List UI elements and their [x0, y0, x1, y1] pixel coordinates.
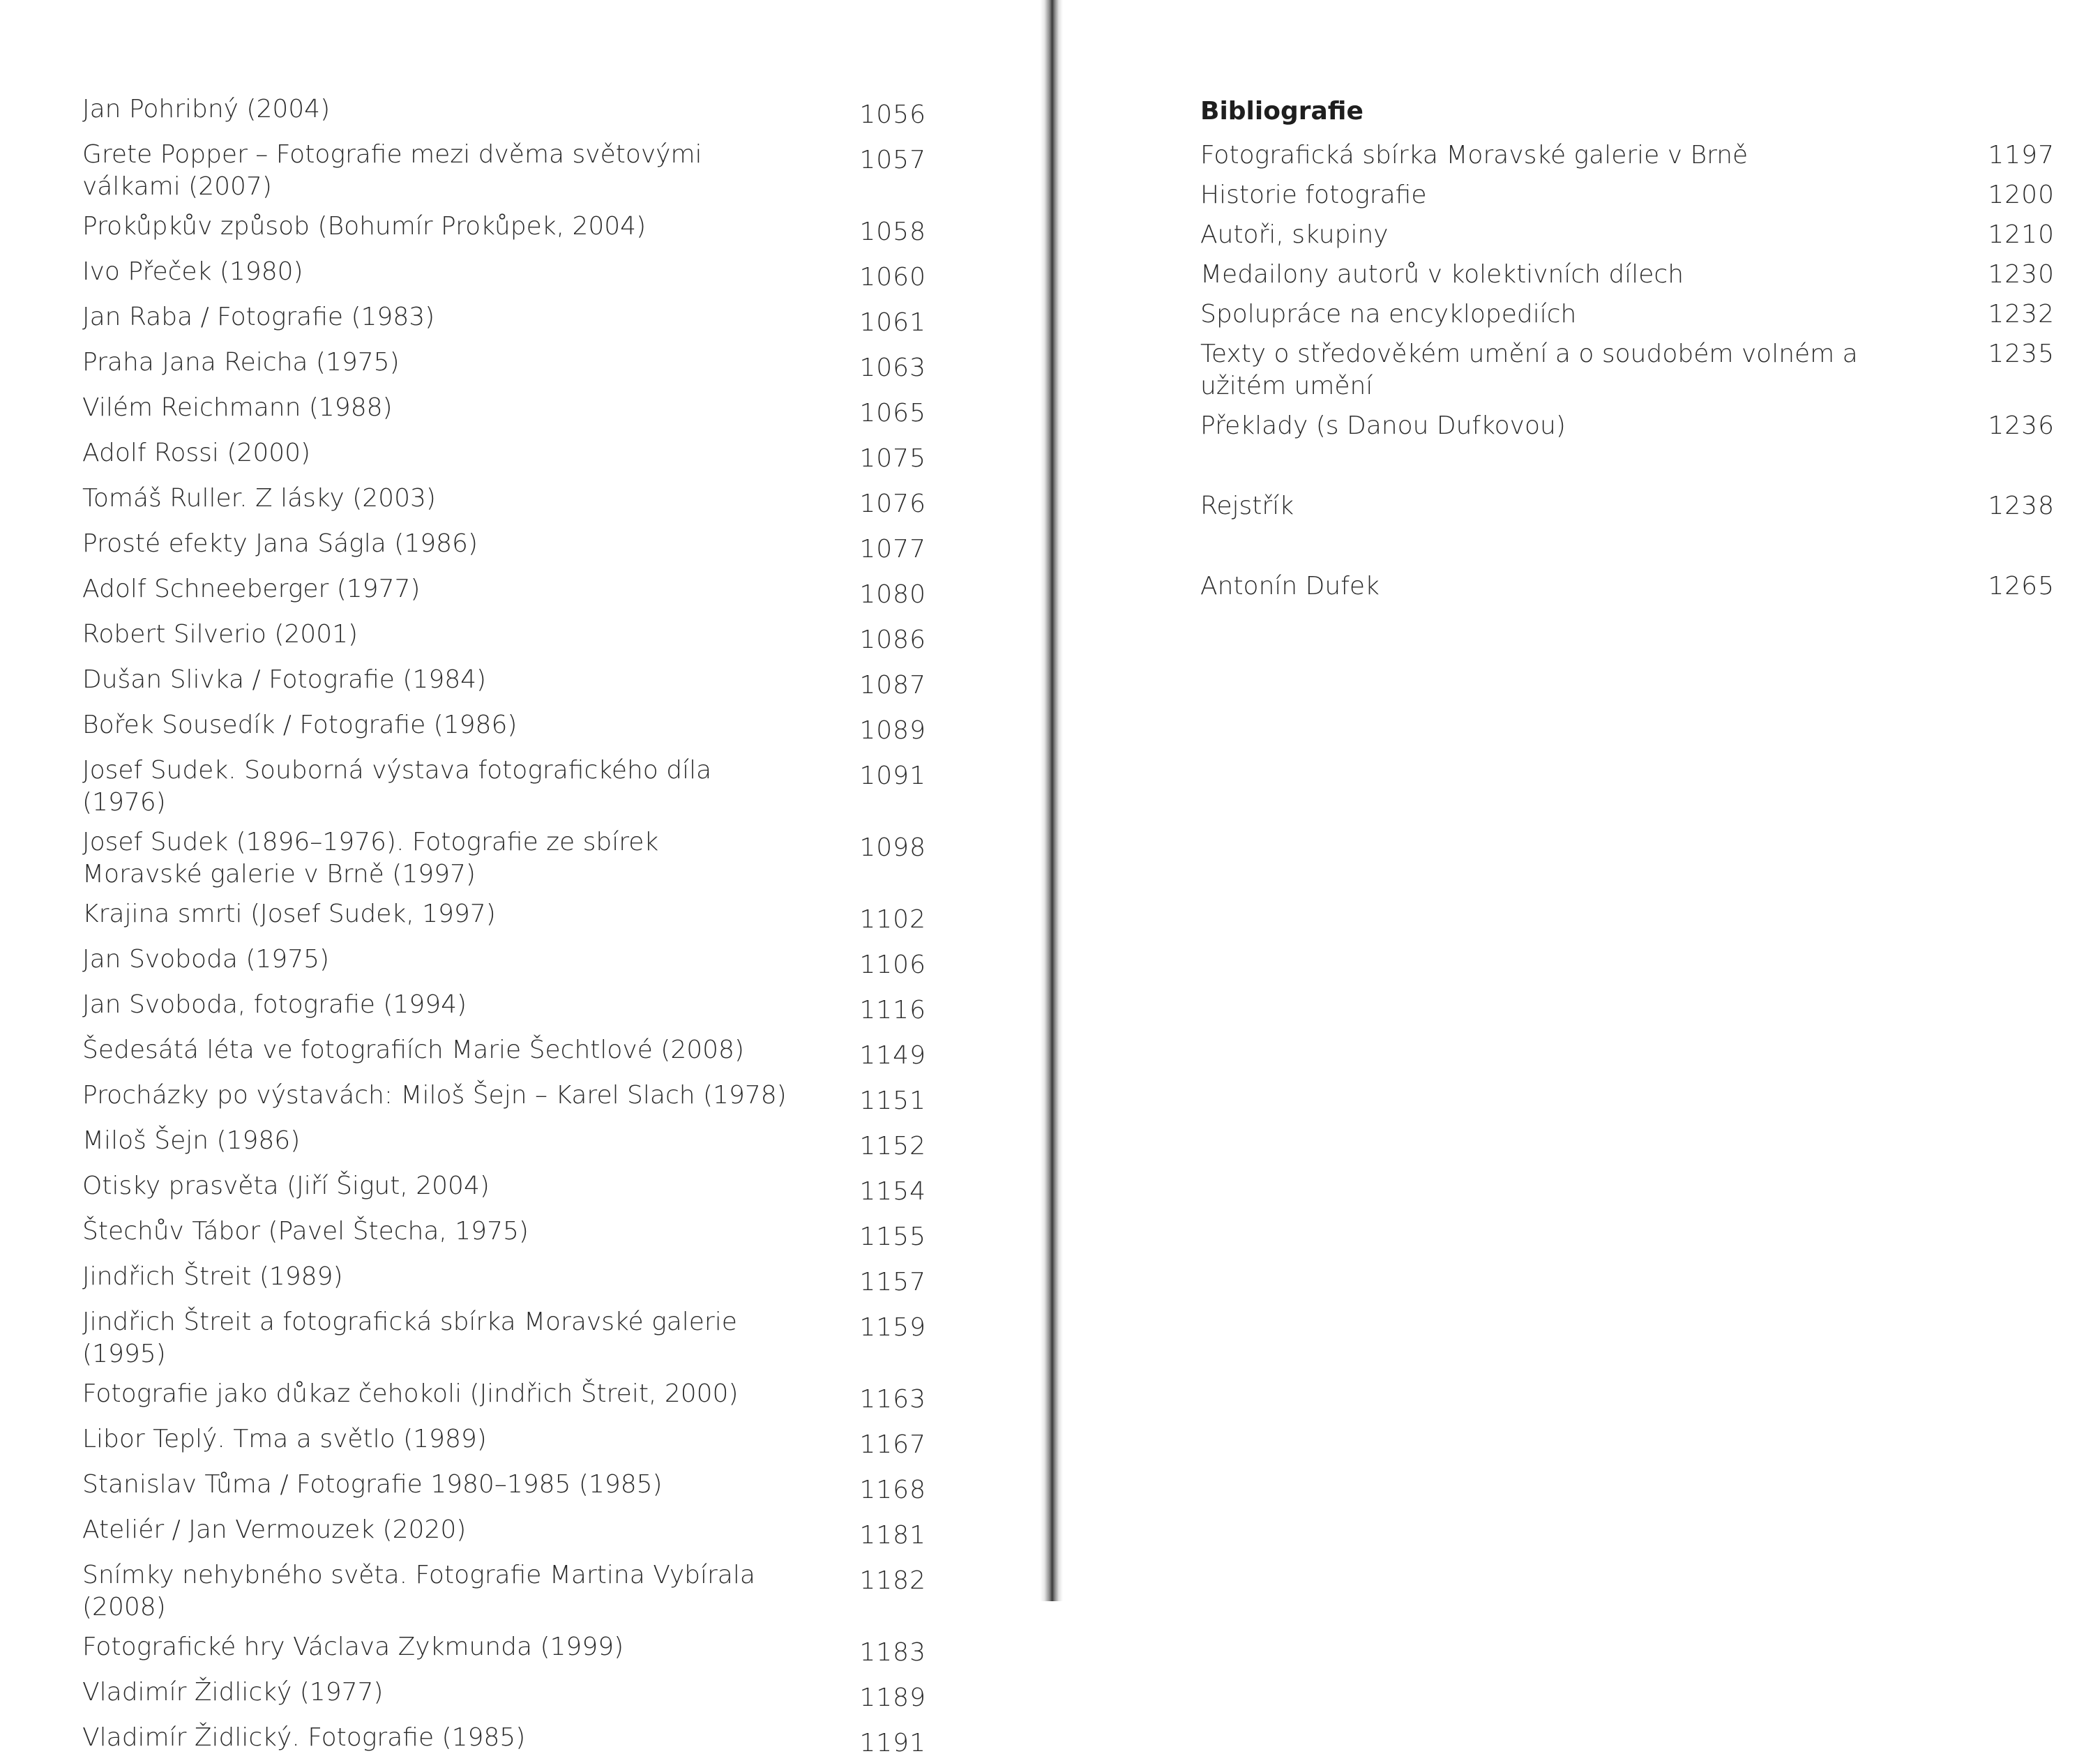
- toc-entry-page: 1089: [859, 716, 926, 745]
- toc-entry-title: Jindřich Štreit a fotografická sbírka Moravské galerie (1995): [82, 1308, 737, 1368]
- toc-entry-title: Štechův Tábor (Pavel Štecha, 1975): [82, 1217, 529, 1246]
- toc-entry-page: 1061: [859, 308, 926, 337]
- toc-entry-title: Tomáš Ruller. Z lásky (2003): [82, 484, 436, 513]
- toc-entry-title: Adolf Rossi (2000): [82, 439, 311, 467]
- toc-entry[interactable]: [82, 750, 926, 822]
- toc-entry-title: Snímky nehybného světa. Fotografie Martina Vybírala (2008): [82, 1561, 755, 1621]
- toc-entry-title: Jan Pohribný (2004): [82, 95, 331, 123]
- toc-entry-title: Autoři, skupiny: [1200, 220, 1389, 249]
- toc-entry-page: 1086: [859, 626, 926, 654]
- toc-entry[interactable]: [82, 705, 926, 750]
- toc-entry[interactable]: [82, 1257, 926, 1302]
- toc-entry-page: 1182: [859, 1566, 926, 1595]
- toc-entry-title: Libor Teplý. Tma a světlo (1989): [82, 1425, 487, 1453]
- toc-entry[interactable]: [82, 1627, 926, 1672]
- toc-entry-page: 1076: [859, 490, 926, 518]
- toc-entry-page: 1181: [859, 1521, 926, 1550]
- toc-entry-title: Vladimír Židlický (1977): [82, 1678, 384, 1707]
- toc-entry-page: 1238: [1988, 492, 2055, 520]
- toc-entry-title: Otisky prasvěta (Jiří Šigut, 2004): [82, 1172, 490, 1200]
- toc-entry-page: 1057: [859, 146, 926, 174]
- toc-entry-page: 1236: [1988, 411, 2055, 440]
- toc-entry-title: Historie fotografie: [1200, 181, 1427, 209]
- toc-entry-title: Vilém Reichmann (1988): [82, 393, 393, 422]
- toc-entry-title: Antonín Dufek: [1200, 572, 1380, 600]
- toc-entry-title: Miloš Šejn (1986): [82, 1126, 301, 1155]
- toc-entry-page: 1191: [859, 1729, 926, 1757]
- toc-entry[interactable]: [82, 614, 926, 660]
- toc-entry-title: Adolf Schneeberger (1977): [82, 575, 421, 603]
- toc-entry-title: Překlady (s Danou Dufkovou): [1200, 411, 1566, 440]
- toc-entry-page: 1159: [859, 1313, 926, 1342]
- toc-entry[interactable]: [82, 89, 926, 135]
- right-page: [1063, 0, 2100, 1601]
- toc-entry-page: 1154: [859, 1177, 926, 1206]
- toc-entry-title: Praha Jana Reicha (1975): [82, 348, 400, 377]
- toc-entry-title: Šedesátá léta ve fotografiích Marie Šechtlové (2008): [82, 1036, 745, 1064]
- toc-entry-page: 1065: [859, 399, 926, 427]
- toc-entry[interactable]: [82, 985, 926, 1030]
- toc-entry-title: Fotografie jako důkaz čehokoli (Jindřich Štreit, 2000): [82, 1379, 739, 1408]
- toc-entry-title: Jan Svoboda (1975): [82, 945, 330, 974]
- toc-entry[interactable]: [82, 433, 926, 478]
- toc-entry[interactable]: [1200, 176, 2055, 216]
- toc-entry[interactable]: [82, 1374, 926, 1419]
- toc-entry-title: Medailony autorů v kolektivních dílech: [1200, 260, 1684, 289]
- toc-list-bibliografie: [1200, 137, 2055, 447]
- toc-entry-page: 1063: [859, 354, 926, 382]
- toc-entry[interactable]: [82, 1510, 926, 1555]
- toc-entry-page: 1235: [1988, 340, 2055, 368]
- toc-entry-title: Vladimír Židlický. Fotografie (1985): [82, 1723, 526, 1752]
- toc-entry-title: Fotografická sbírka Moravské galerie v Brně: [1200, 141, 1748, 169]
- toc-entry[interactable]: [1200, 256, 2055, 296]
- toc-entry[interactable]: [82, 1166, 926, 1211]
- toc-entry-title: Krajina smrti (Josef Sudek, 1997): [82, 900, 496, 928]
- toc-entry[interactable]: [82, 1302, 926, 1374]
- toc-entry-page: 1056: [859, 100, 926, 129]
- toc-entry-title: Texty o středověkém umění a o soudobém volném a užitém umění: [1200, 340, 1858, 400]
- toc-entry-page: 1265: [1988, 572, 2055, 600]
- toc-entry[interactable]: [82, 1030, 926, 1075]
- toc-entry[interactable]: [1200, 137, 2055, 176]
- toc-entry[interactable]: [82, 822, 926, 894]
- toc-entry-title: Rejstřík: [1200, 492, 1294, 520]
- toc-entry[interactable]: [82, 297, 926, 342]
- toc-entry-page: 1098: [859, 833, 926, 862]
- toc-entry[interactable]: [1200, 407, 2055, 447]
- toc-entry[interactable]: [82, 939, 926, 985]
- toc-entry-title: Ateliér / Jan Vermouzek (2020): [82, 1515, 467, 1544]
- toc-entry-page: 1230: [1988, 260, 2055, 289]
- toc-entry[interactable]: [82, 252, 926, 297]
- toc-entry-page: 1077: [859, 535, 926, 563]
- toc-entry-title: Robert Silverio (2001): [82, 620, 358, 649]
- toc-entry[interactable]: [82, 206, 926, 252]
- toc-entry[interactable]: [82, 388, 926, 433]
- toc-entry-page: 1197: [1988, 141, 2055, 169]
- toc-entry-page: 1210: [1988, 220, 2055, 249]
- toc-entry-page: 1151: [859, 1087, 926, 1115]
- toc-entry[interactable]: [82, 524, 926, 569]
- toc-entry[interactable]: [82, 1672, 926, 1718]
- toc-entry-title: Procházky po výstavách: Miloš Šejn – Karel Slach (1978): [82, 1081, 787, 1110]
- section-heading-bibliografie: Bibliografie: [1200, 97, 1364, 126]
- toc-list-left: [82, 89, 926, 1763]
- toc-entry-page: 1168: [859, 1476, 926, 1504]
- toc-entry-title: Grete Popper – Fotografie mezi dvěma světovými válkami (2007): [82, 140, 702, 201]
- toc-entry-title: Josef Sudek (1896–1976). Fotografie ze sbírek Moravské galerie v Brně (1997): [82, 828, 659, 888]
- toc-entry-page: 1200: [1988, 181, 2055, 209]
- toc-entry[interactable]: [82, 1718, 926, 1763]
- toc-entry-index[interactable]: [1200, 487, 2055, 527]
- toc-entry[interactable]: [82, 1121, 926, 1166]
- left-page: [0, 0, 1041, 1757]
- toc-entry-page: 1075: [859, 444, 926, 473]
- toc-entry[interactable]: [1200, 335, 2055, 407]
- toc-entry-page: 1183: [859, 1638, 926, 1667]
- toc-entry-page: 1091: [859, 762, 926, 790]
- toc-entry-title: Jan Svoboda, fotografie (1994): [82, 990, 467, 1019]
- toc-right-section: [1200, 93, 2055, 607]
- toc-entry-page: 1189: [859, 1683, 926, 1712]
- toc-entry-title: Josef Sudek. Souborná výstava fotografického díla (1976): [82, 756, 712, 817]
- toc-entry[interactable]: [82, 1075, 926, 1121]
- toc-entry-title: Bořek Sousedík / Fotografie (1986): [82, 711, 518, 739]
- toc-entry-page: 1157: [859, 1268, 926, 1296]
- toc-entry-title: Spolupráce na encyklopediích: [1200, 300, 1577, 328]
- toc-entry-title: Dušan Slivka / Fotografie (1984): [82, 665, 487, 694]
- toc-entry[interactable]: [82, 135, 926, 206]
- toc-entry-title: Fotografické hry Václava Zykmunda (1999): [82, 1633, 624, 1661]
- toc-entry-title: Ivo Přeček (1980): [82, 257, 303, 286]
- toc-entry-author[interactable]: [1200, 568, 2055, 607]
- toc-entry-page: 1232: [1988, 300, 2055, 328]
- toc-entry-title: Prosté efekty Jana Ságla (1986): [82, 529, 478, 558]
- toc-entry[interactable]: [82, 894, 926, 939]
- toc-entry-title: Jindřich Štreit (1989): [82, 1262, 343, 1291]
- toc-entry[interactable]: [1200, 296, 2055, 335]
- toc-entry[interactable]: [82, 1555, 926, 1627]
- book-spine-gutter: [1041, 0, 1063, 1601]
- toc-entry[interactable]: [82, 1211, 926, 1257]
- toc-entry-page: 1102: [859, 905, 926, 934]
- toc-entry[interactable]: [82, 569, 926, 614]
- toc-entry[interactable]: [82, 1419, 926, 1465]
- toc-entry-page: 1167: [859, 1430, 926, 1459]
- toc-entry-page: 1163: [859, 1385, 926, 1414]
- toc-entry-page: 1087: [859, 671, 926, 699]
- toc-entry-title: Stanislav Tůma / Fotografie 1980–1985 (1985): [82, 1470, 663, 1499]
- toc-entry-page: 1149: [859, 1041, 926, 1070]
- toc-entry[interactable]: [82, 660, 926, 705]
- toc-entry-page: 1155: [859, 1223, 926, 1251]
- toc-entry-page: 1058: [859, 218, 926, 246]
- toc-entry-page: 1106: [859, 951, 926, 979]
- toc-entry[interactable]: [82, 478, 926, 524]
- toc-entry-title: Prokůpkův způsob (Bohumír Prokůpek, 2004): [82, 212, 647, 241]
- toc-entry[interactable]: [82, 1465, 926, 1510]
- toc-entry-page: 1080: [859, 580, 926, 609]
- toc-entry-page: 1060: [859, 263, 926, 292]
- toc-entry[interactable]: [82, 342, 926, 388]
- toc-entry-page: 1152: [859, 1132, 926, 1160]
- toc-entry[interactable]: [1200, 216, 2055, 256]
- toc-entry-page: 1116: [859, 996, 926, 1024]
- toc-entry-title: Jan Raba / Fotografie (1983): [82, 303, 435, 331]
